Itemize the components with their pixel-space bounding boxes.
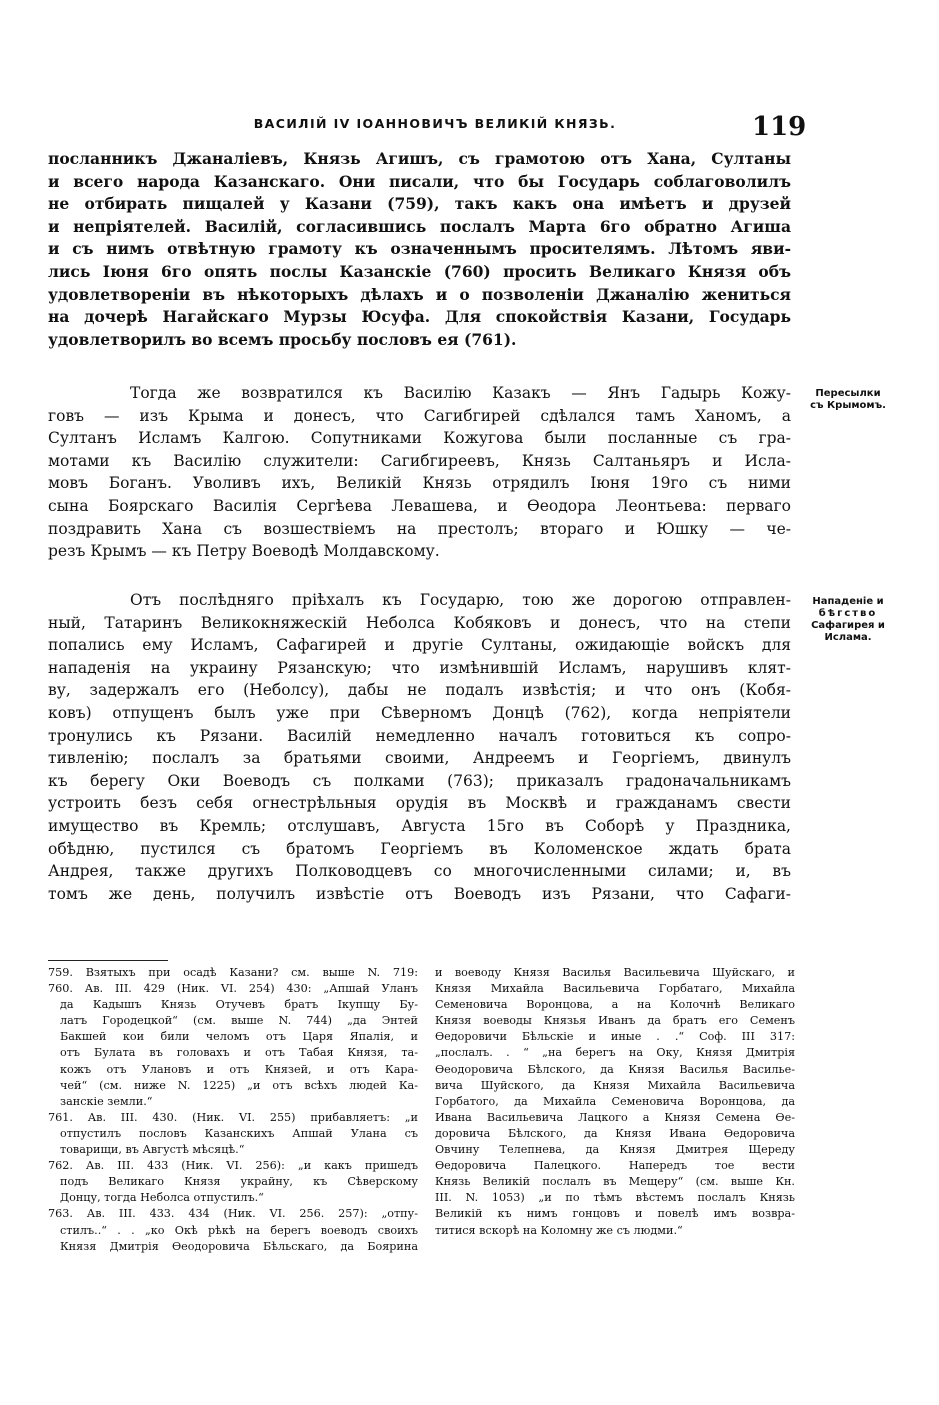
margin-note-line: Нападеніе и xyxy=(812,596,884,607)
footnote-line: отъ Булата въ головахъ и отъ Табая Князя, та- xyxy=(60,1046,418,1060)
text-line: попались ему Исламъ, Сафагирей и другіе Султаны, ожидающіе войскъ для xyxy=(48,636,791,655)
text-line: Отъ послѣдняго пріѣхалъ къ Государю, тою же дорогою отправлен- xyxy=(130,591,791,609)
margin-note-line: Сафагирея и xyxy=(811,620,885,631)
footnote-line: титися вскорѣ на Коломну же съ людми.“ xyxy=(435,1223,683,1237)
footnote-line: 763. Ав. III. 433. 434 (Ник. VI. 256. 257): „отпу- xyxy=(48,1207,418,1221)
text-line: Тогда же возвратился къ Василію Казакъ — Янъ Гадырь Кожу- xyxy=(130,384,791,402)
footnote-line: Ѳедоровичи Бѣльскіе и иные . .“ Соф. III 317: xyxy=(435,1030,795,1044)
text-line: мотами къ Василію служители: Сагибгиреевъ, Князь Салтаньяръ и Исла- xyxy=(48,451,791,470)
text-line: удовлетворилъ во всемъ просьбу пословъ ея (761). xyxy=(48,329,517,349)
footnote-line: „послалъ. . “ „на берегъ на Оку, Князя Дмитрія xyxy=(435,1046,795,1060)
text-line: на дочерѣ Нагайскаго Мурзы Юсуфа. Для спокойствія Казани, Государь xyxy=(48,307,791,327)
footnote-line: Ѳедоровича Палецкого. Напередъ тое вести xyxy=(435,1159,795,1173)
text-line: посланникъ Джаналіевъ, Князь Агишъ, съ грамотою отъ Хана, Султаны xyxy=(48,149,791,168)
text-line: и всего народа Казанскаго. Они писали, что бы Государь соблаговолилъ xyxy=(48,171,791,191)
footnote-line: 762. Ав. III. 433 (Ник. VI. 256): „и какъ пришедъ xyxy=(48,1159,418,1173)
text-line: поздравить Хана съ возшествіемъ на престолъ; втораго и Юшку — че- xyxy=(48,519,791,538)
footnotes-left-column xyxy=(48,965,418,1255)
footnote-line: отпустилъ пословъ Казанскихъ Апшай Улана съ xyxy=(60,1126,418,1140)
footnote-line: подъ Великаго Князя украйну, къ Сѣверскому xyxy=(60,1175,418,1189)
footnote-line: Ивана Васильевича Лацкого а Князя Семена Ѳе- xyxy=(435,1110,795,1124)
text-line: имущество въ Кремль; отслушавъ, Августа 15го въ Соборѣ у Праздника, xyxy=(48,816,791,835)
text-line: тронулись къ Рязани. Василій немедленно началъ готовиться къ сопро- xyxy=(48,726,791,745)
footnote-line: 759. Взятыхъ при осадѣ Казани? см. выше N. 719: xyxy=(48,966,418,979)
footnote-line: Князя Дмитрія Ѳеодоровича Бѣльскаго, да Боярина xyxy=(60,1239,418,1253)
text-line: устроить безъ себя огнестрѣльныя орудія въ Москвѣ и гражданамъ свести xyxy=(48,794,791,813)
footnote-line: Ѳеодоровича Бѣлского, да Князя Василья Василье- xyxy=(435,1062,795,1076)
text-line: резъ Крымъ — къ Петру Воеводѣ Молдавскому. xyxy=(48,542,440,561)
footnote-line: III. N. 1053) „и по тѣмъ вѣстемъ послалъ Князь xyxy=(435,1191,795,1205)
running-head: ВАСИЛІЙ IV ІОАННОВИЧЪ ВЕЛИКІЙ КНЯЗЬ. xyxy=(253,116,617,131)
margin-note-line: Пересылки xyxy=(815,388,881,399)
footnote-line: да Кадышъ Князь Отучевъ братъ Ікупщу Бу- xyxy=(60,998,418,1012)
footnote-line: Князя воеводы Князья Иванъ да братъ его Семенъ xyxy=(435,1014,795,1028)
text-line: удовлетвореніи въ нѣкоторыхъ дѣлахъ и о позволеніи Джаналію жениться xyxy=(48,284,791,304)
footnote-line: Семеновича Воронцова, а на Колочнѣ Великаго xyxy=(435,998,795,1012)
paragraph-1 xyxy=(48,148,791,351)
text-line: ву, задержалъ его (Неболсу), дабы не подалъ извѣстія; и что онъ (Кобя- xyxy=(48,681,791,700)
footnote-line: Князя Михайла Васильевича Горбатаго, Михайла xyxy=(435,982,795,996)
text-line: Андрея, также другихъ Полководцевъ со многочисленными силами; и, въ xyxy=(48,862,791,881)
footnote-line: Донцу, тогда Неболса отпустилъ.“ xyxy=(60,1191,264,1205)
text-line: обѣдню, пустился съ братомъ Георгіемъ въ Коломенское ждать брата xyxy=(48,839,791,858)
text-line: и съ нимъ отвѣтную грамоту къ означеннымъ просителямъ. Лѣтомъ яви- xyxy=(48,239,791,259)
margin-note-line: Ислама. xyxy=(824,632,872,643)
footnote-line: 760. Ав. III. 429 (Ник. VI. 254) 430: „Апшай Уланъ xyxy=(48,982,418,996)
footnote-separator xyxy=(48,960,168,961)
footnote-line: кожъ отъ Улановъ и отъ Князей, и отъ Кара- xyxy=(60,1062,418,1076)
text-line: сына Боярскаго Василія Сергѣева Левашева, и Ѳеодора Леонтьева: перваго xyxy=(48,496,791,515)
page-number: 119 xyxy=(752,112,807,142)
footnote-line: Горбатого, да Михайла Семеновича Воронцова, да xyxy=(435,1094,795,1108)
text-line: говъ — изъ Крыма и донесъ, что Сагибгирей сдѣлался тамъ Ханомъ, а xyxy=(48,406,791,425)
footnote-line: 761. Ав. III. 430. (Ник. VI. 255) прибавляетъ: „и xyxy=(48,1110,418,1124)
text-line: Султанъ Исламъ Калгою. Сопутниками Кожугова были посланные съ гра- xyxy=(48,429,791,448)
footnote-line: занскіе земли.“ xyxy=(60,1094,153,1108)
footnote-line: Овчину Телепнева, да Князя Дмитрея Щереду xyxy=(435,1143,795,1157)
paragraph-3 xyxy=(48,589,791,905)
footnote-line: стилъ..“ . . „ко Окѣ рѣкѣ на берегъ воеводъ своихъ xyxy=(60,1223,418,1237)
paragraph-2 xyxy=(48,382,791,563)
footnote-line: и воеводу Князя Василья Васильевича Шуйскаго, и xyxy=(435,966,795,979)
footnote-line: Бакшей кои били челомъ отъ Царя Япалія, и xyxy=(60,1030,418,1044)
text-line: мовъ Боганъ. Уволивъ ихъ, Великій Князь отрядилъ Іюня 19го съ ними xyxy=(48,474,791,493)
margin-note-embassies xyxy=(800,388,896,412)
text-line: къ берегу Оки Воеводъ съ полками (763); приказалъ градоначальникамъ xyxy=(48,771,791,790)
footnote-line: латъ Городецкой“ (см. выше N. 744) „да Энтей xyxy=(60,1014,418,1028)
text-line: не отбирать пищалей у Казани (759), такъ какъ она имѣетъ и друзей xyxy=(48,194,791,214)
margin-note-attack xyxy=(800,596,896,644)
margin-note-line: бѣгство xyxy=(818,608,878,619)
text-line: и непріятелей. Василій, согласившись послалъ Марта 6го обратно Агиша xyxy=(48,216,791,236)
text-line: ный, Татаринъ Великокняжескій Неболса Кобяковъ и донесъ, что на степи xyxy=(48,613,791,632)
footnote-line: чей“ (см. ниже N. 1225) „и отъ всѣхъ людей Ка- xyxy=(60,1078,418,1092)
footnote-line: вича Шуйского, да Князя Михайла Васильевича xyxy=(435,1078,795,1092)
footnote-line: товарищи, въ Августѣ мѣсяцѣ.“ xyxy=(60,1143,245,1157)
text-line: ковъ) отпущенъ былъ уже при Сѣверномъ Донцѣ (762), когда непріятели xyxy=(48,703,791,722)
text-line: томъ же день, получилъ извѣстіе отъ Воеводъ изъ Рязани, что Сафаги- xyxy=(48,884,791,903)
text-line: лись Іюня 6го опять послы Казанскіе (760) просить Великаго Князя объ xyxy=(48,261,791,281)
text-line: тивленію; послалъ за братьями своими, Андреемъ и Георгіемъ, двинулъ xyxy=(48,749,791,768)
footnote-line: Великій къ нимъ гонцовъ и повелѣ имъ возвра- xyxy=(435,1207,795,1221)
text-line: нападенія на украину Рязанскую; что измѣнившій Исламъ, нарушивъ клят- xyxy=(48,658,791,677)
footnotes-right-column xyxy=(435,965,795,1239)
margin-note-line: съ Крымомъ. xyxy=(810,400,886,411)
footnote-line: Князь Великій послалъ въ Мещеру“ (см. выше Кн. xyxy=(435,1175,795,1189)
footnote-line: доровича Бѣлского, да Князя Ивана Ѳедоровича xyxy=(435,1126,795,1140)
